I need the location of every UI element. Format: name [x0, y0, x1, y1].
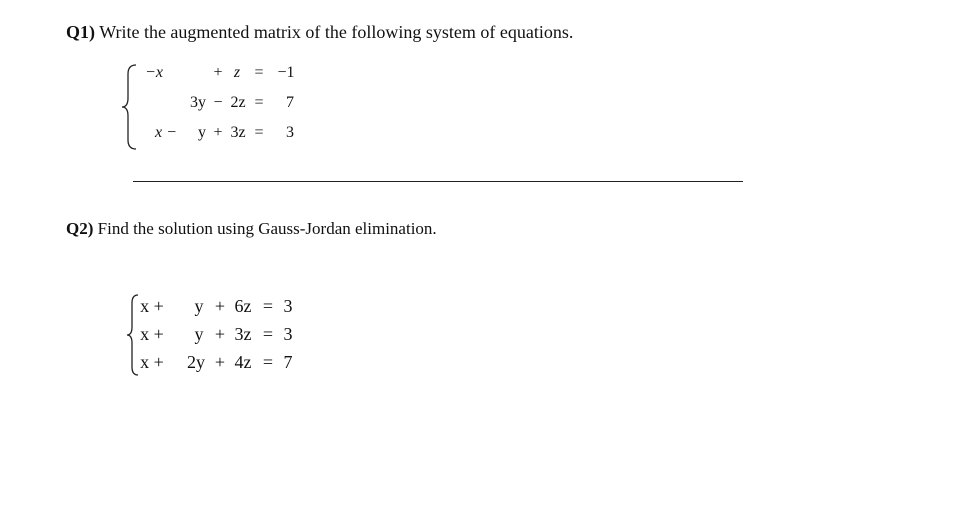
question-1 — [66, 22, 573, 43]
question-2-number: Q2) — [66, 219, 94, 238]
sys2-r3-eq: = — [262, 352, 274, 372]
sys2-r3-c3: 4z — [234, 352, 252, 372]
sys1-r1-c3: z — [233, 64, 241, 81]
sys2-r3-op: + — [214, 352, 226, 372]
sys2-r2-op: + — [214, 324, 226, 344]
sys2-r2-c1: x + — [140, 324, 164, 344]
sys2-r2-c3: 3z — [234, 324, 252, 344]
sys1-r1-rhs: −1 — [277, 64, 295, 81]
sys1-r2-rhs: 7 — [286, 94, 294, 111]
question-1-text: Write the augmented matrix of the following system of equations. — [99, 22, 574, 42]
sys1-r3-op: + — [213, 124, 223, 141]
sys1-r3-c3: 3z — [230, 124, 246, 141]
sys1-r2-c2: 3y — [190, 94, 206, 111]
sys1-r3-c1: x − — [155, 124, 177, 141]
left-brace-icon — [126, 292, 140, 378]
sys1-r2-c3: 2z — [230, 94, 246, 111]
sys1-r1-c1: −x — [145, 64, 163, 81]
sys2-r1-c1: x + — [140, 296, 164, 316]
question-2 — [66, 219, 437, 239]
sys1-r3-c2: y — [198, 124, 206, 141]
sys1-r1-eq: = — [254, 64, 264, 81]
sys1-r2-eq: = — [254, 94, 264, 111]
equation-system-2 — [126, 292, 326, 382]
sys2-r2-rhs: 3 — [283, 324, 293, 344]
sys1-r2-op: − — [213, 94, 223, 111]
sys2-r1-c3: 6z — [234, 296, 252, 316]
sys2-r1-eq: = — [262, 296, 274, 316]
sys1-r3-rhs: 3 — [286, 124, 294, 141]
left-brace-icon — [120, 62, 140, 152]
question-1-number: Q1) — [66, 22, 95, 42]
sys1-r1-op: + — [213, 64, 223, 81]
divider-line — [133, 181, 743, 182]
sys2-r2-eq: = — [262, 324, 274, 344]
sys2-r1-rhs: 3 — [283, 296, 293, 316]
sys2-r3-c1: x + — [140, 352, 164, 372]
sys2-r3-rhs: 7 — [283, 352, 293, 372]
question-2-text: Find the solution using Gauss-Jordan elimination. — [97, 219, 437, 238]
sys2-r3-c2: 2y — [187, 352, 205, 372]
sys2-r2-c2: y — [194, 324, 204, 344]
sys2-r1-op: + — [214, 296, 226, 316]
equation-system-1 — [120, 62, 320, 152]
sys1-r3-eq: = — [254, 124, 264, 141]
sys2-r1-c2: y — [194, 296, 204, 316]
